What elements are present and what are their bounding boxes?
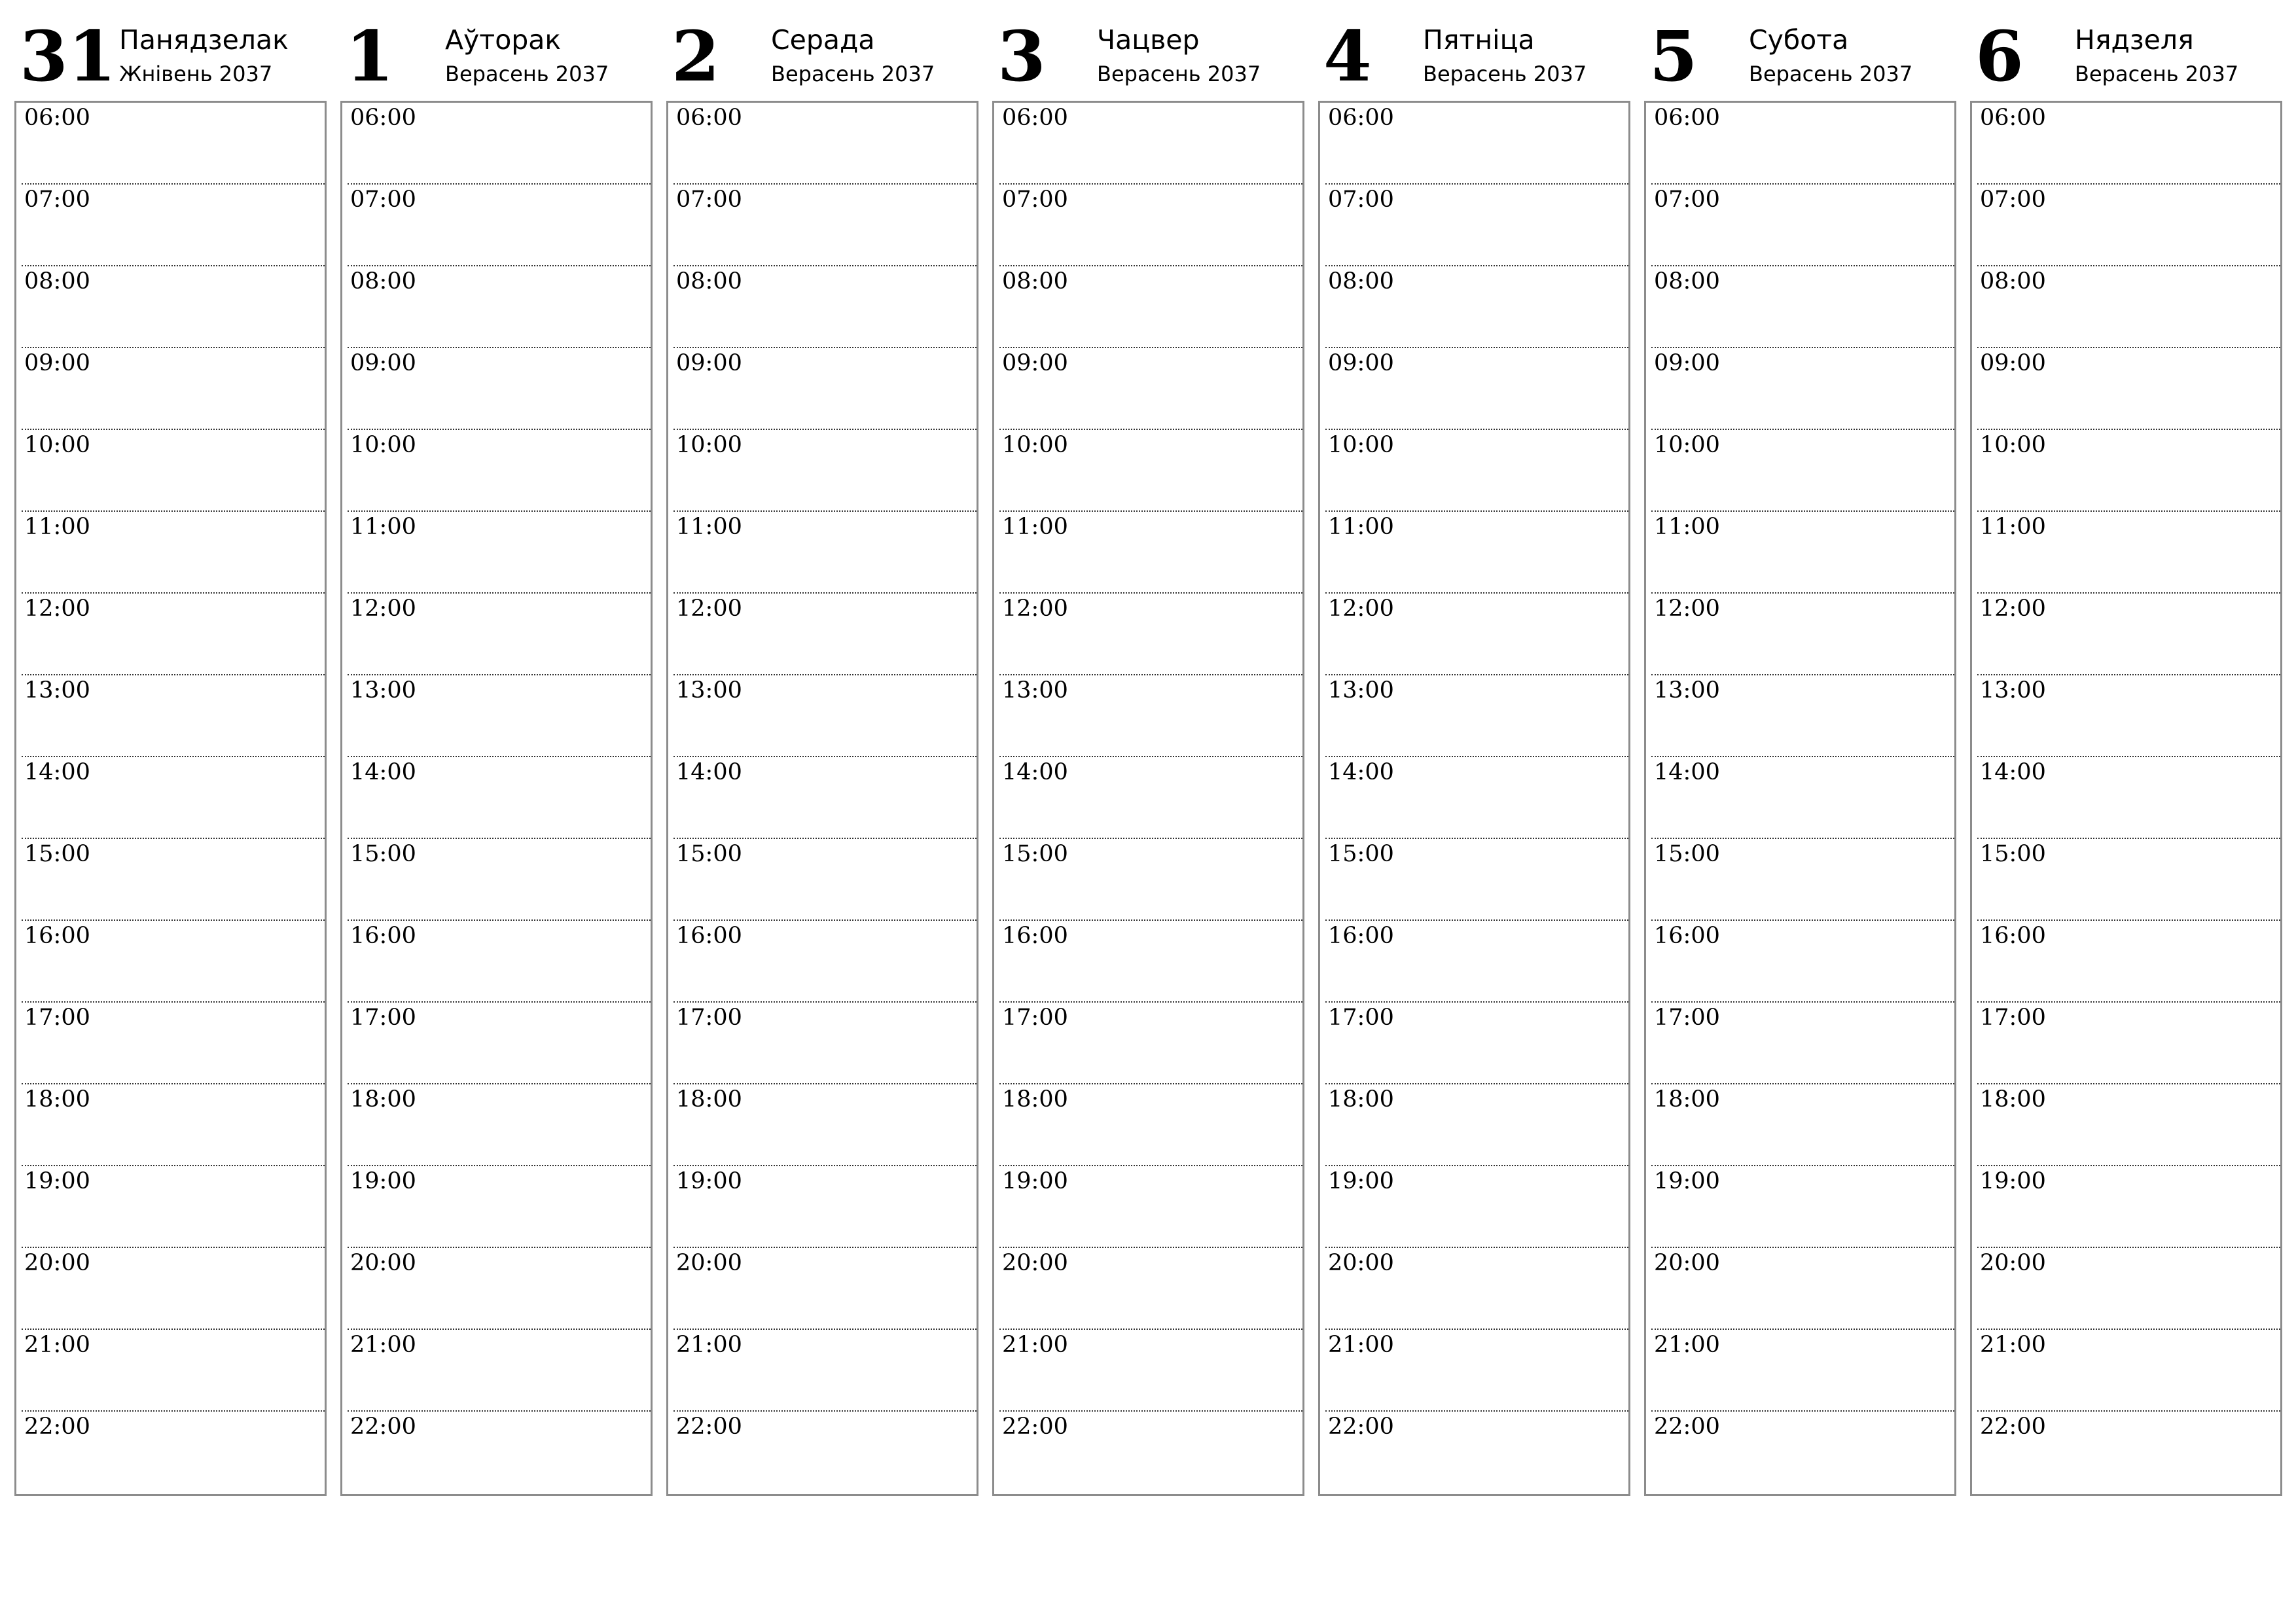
hour-label: 10:00 <box>24 432 90 458</box>
hour-label: 06:00 <box>1328 105 1394 131</box>
hour-slot[interactable] <box>673 1248 977 1330</box>
hour-label: 22:00 <box>1654 1414 1720 1440</box>
hour-slot[interactable] <box>999 1166 1302 1248</box>
hour-label: 14:00 <box>1980 759 2046 785</box>
hour-slot[interactable] <box>348 266 651 348</box>
hour-slot[interactable] <box>1977 103 2280 185</box>
hour-label: 22:00 <box>1980 1414 2046 1440</box>
hour-label: 14:00 <box>24 759 90 785</box>
hour-label: 15:00 <box>1328 841 1394 867</box>
hour-slot[interactable] <box>1651 1003 1954 1084</box>
weekly-planner <box>14 0 2283 1505</box>
hour-label: 21:00 <box>676 1332 742 1358</box>
day-name: Панядзелак <box>119 24 289 56</box>
day-schedule-box <box>14 101 327 1496</box>
hour-label: 14:00 <box>1002 759 1068 785</box>
hour-label: 21:00 <box>350 1332 416 1358</box>
hour-slot[interactable] <box>999 1003 1302 1084</box>
hour-label: 16:00 <box>1002 923 1068 949</box>
hour-label: 13:00 <box>1980 677 2046 704</box>
day-header <box>1644 0 1956 101</box>
hour-label: 08:00 <box>1980 268 2046 294</box>
hour-label: 10:00 <box>350 432 416 458</box>
hour-label: 12:00 <box>350 596 416 622</box>
hour-label: 08:00 <box>676 268 742 294</box>
day-name: Субота <box>1749 24 1849 56</box>
hour-label: 09:00 <box>350 350 416 376</box>
hour-label: 21:00 <box>1654 1332 1720 1358</box>
hour-slot[interactable] <box>1651 921 1954 1003</box>
hour-slot[interactable] <box>673 1330 977 1412</box>
hour-slot[interactable] <box>22 1166 325 1248</box>
hour-label: 12:00 <box>1654 596 1720 622</box>
day-month-year: Верасень 2037 <box>771 62 935 86</box>
hour-slot[interactable] <box>673 430 977 512</box>
hour-label: 11:00 <box>24 514 90 540</box>
hour-slot[interactable] <box>1977 512 2280 594</box>
hour-slot[interactable] <box>348 757 651 839</box>
hour-label: 19:00 <box>1654 1168 1720 1194</box>
hour-slot[interactable] <box>1651 1166 1954 1248</box>
hour-label: 16:00 <box>1654 923 1720 949</box>
hour-label: 21:00 <box>1002 1332 1068 1358</box>
hour-label: 19:00 <box>1002 1168 1068 1194</box>
hour-slot[interactable] <box>22 594 325 675</box>
day-header <box>340 0 653 101</box>
hour-slot[interactable] <box>348 430 651 512</box>
hour-slot[interactable] <box>348 185 651 266</box>
day-schedule-box <box>992 101 1304 1496</box>
hour-label: 13:00 <box>1654 677 1720 704</box>
hour-label: 06:00 <box>1654 105 1720 131</box>
hour-label: 15:00 <box>24 841 90 867</box>
day-schedule-box <box>340 101 653 1496</box>
day-header <box>1318 0 1630 101</box>
day-month-year: Верасень 2037 <box>1423 62 1587 86</box>
hour-slot[interactable] <box>1651 103 1954 185</box>
hour-label: 21:00 <box>1980 1332 2046 1358</box>
hour-slot[interactable] <box>22 185 325 266</box>
hour-label: 13:00 <box>350 677 416 704</box>
hour-label: 07:00 <box>676 187 742 213</box>
hour-label: 06:00 <box>1980 105 2046 131</box>
hour-label: 11:00 <box>1980 514 2046 540</box>
day-month-year: Верасень 2037 <box>445 62 609 86</box>
day-name: Нядзеля <box>2075 24 2194 56</box>
hour-slot[interactable] <box>1977 1084 2280 1166</box>
hour-slot[interactable] <box>348 1412 651 1493</box>
hour-slot[interactable] <box>348 1166 651 1248</box>
hour-label: 15:00 <box>1002 841 1068 867</box>
hour-label: 08:00 <box>350 268 416 294</box>
hour-slot[interactable] <box>673 1084 977 1166</box>
hour-slot[interactable] <box>1977 185 2280 266</box>
hour-slot[interactable] <box>1325 1084 1628 1166</box>
hour-label: 17:00 <box>1980 1005 2046 1031</box>
day-number: 5 <box>1649 15 1698 97</box>
hour-slot[interactable] <box>673 185 977 266</box>
hour-label: 10:00 <box>676 432 742 458</box>
day-month-year: Верасень 2037 <box>1097 62 1261 86</box>
hour-slot[interactable] <box>999 1248 1302 1330</box>
hour-slot[interactable] <box>1977 1330 2280 1412</box>
hour-label: 15:00 <box>676 841 742 867</box>
hour-label: 08:00 <box>1002 268 1068 294</box>
hour-slot[interactable] <box>22 1084 325 1166</box>
hour-slot[interactable] <box>22 103 325 185</box>
day-schedule-box <box>1644 101 1956 1496</box>
hour-slot[interactable] <box>1977 430 2280 512</box>
hour-slot[interactable] <box>999 103 1302 185</box>
day-month-year: Жнівень 2037 <box>119 62 273 86</box>
hour-slot[interactable] <box>1977 266 2280 348</box>
hour-slot[interactable] <box>1651 757 1954 839</box>
hour-label: 09:00 <box>24 350 90 376</box>
hour-label: 10:00 <box>1002 432 1068 458</box>
hour-label: 07:00 <box>24 187 90 213</box>
day-month-year: Верасень 2037 <box>1749 62 1913 86</box>
hour-slot[interactable] <box>673 1412 977 1493</box>
hour-slot[interactable] <box>1325 594 1628 675</box>
day-number: 4 <box>1323 15 1372 97</box>
hour-slot[interactable] <box>348 103 651 185</box>
hour-label: 11:00 <box>350 514 416 540</box>
hour-slot[interactable] <box>1651 185 1954 266</box>
hour-label: 20:00 <box>1980 1250 2046 1276</box>
hour-label: 17:00 <box>350 1005 416 1031</box>
hour-slot[interactable] <box>1325 1330 1628 1412</box>
hour-slot[interactable] <box>673 757 977 839</box>
hour-label: 11:00 <box>1654 514 1720 540</box>
hour-slot[interactable] <box>348 348 651 430</box>
hour-label: 18:00 <box>1980 1086 2046 1113</box>
hour-label: 15:00 <box>350 841 416 867</box>
hour-label: 12:00 <box>676 596 742 622</box>
hour-label: 18:00 <box>350 1086 416 1113</box>
hour-label: 14:00 <box>676 759 742 785</box>
hour-label: 15:00 <box>1980 841 2046 867</box>
hour-label: 09:00 <box>1654 350 1720 376</box>
day-column <box>1970 0 2282 1505</box>
hour-slot[interactable] <box>22 675 325 757</box>
hour-slot[interactable] <box>1977 839 2280 921</box>
hour-label: 14:00 <box>1654 759 1720 785</box>
day-schedule-box <box>1318 101 1630 1496</box>
day-month-year: Верасень 2037 <box>2075 62 2239 86</box>
hour-label: 20:00 <box>1654 1250 1720 1276</box>
hour-label: 11:00 <box>1002 514 1068 540</box>
hour-label: 17:00 <box>1002 1005 1068 1031</box>
hour-slot[interactable] <box>999 185 1302 266</box>
hour-slot[interactable] <box>1325 430 1628 512</box>
hour-label: 12:00 <box>24 596 90 622</box>
hour-slot[interactable] <box>1651 430 1954 512</box>
hour-label: 09:00 <box>1980 350 2046 376</box>
day-number: 1 <box>346 15 394 97</box>
hour-slot[interactable] <box>673 266 977 348</box>
hour-label: 19:00 <box>676 1168 742 1194</box>
hour-label: 20:00 <box>24 1250 90 1276</box>
hour-slot[interactable] <box>22 1003 325 1084</box>
hour-label: 11:00 <box>1328 514 1394 540</box>
hour-slot[interactable] <box>1651 348 1954 430</box>
hour-slot[interactable] <box>1325 103 1628 185</box>
hour-slot[interactable] <box>1325 757 1628 839</box>
hour-slot[interactable] <box>1977 348 2280 430</box>
hour-label: 17:00 <box>1654 1005 1720 1031</box>
hour-label: 07:00 <box>1002 187 1068 213</box>
hour-label: 08:00 <box>1328 268 1394 294</box>
hour-slot[interactable] <box>999 1084 1302 1166</box>
day-header <box>992 0 1304 101</box>
hour-label: 06:00 <box>1002 105 1068 131</box>
hour-slot[interactable] <box>1651 512 1954 594</box>
hour-label: 20:00 <box>1002 1250 1068 1276</box>
day-column <box>14 0 327 1505</box>
hour-label: 06:00 <box>676 105 742 131</box>
hour-label: 22:00 <box>1328 1414 1394 1440</box>
hour-label: 07:00 <box>1328 187 1394 213</box>
day-number: 31 <box>20 15 117 97</box>
hour-slot[interactable] <box>1325 512 1628 594</box>
hour-slot[interactable] <box>999 594 1302 675</box>
hour-slot[interactable] <box>1325 266 1628 348</box>
hour-slot[interactable] <box>1977 1003 2280 1084</box>
hour-slot[interactable] <box>1977 1412 2280 1493</box>
hour-slot[interactable] <box>999 430 1302 512</box>
hour-slot[interactable] <box>22 1248 325 1330</box>
hour-label: 09:00 <box>1328 350 1394 376</box>
hour-label: 10:00 <box>1328 432 1394 458</box>
day-name: Серада <box>771 24 875 56</box>
hour-slot[interactable] <box>999 921 1302 1003</box>
hour-slot[interactable] <box>1651 675 1954 757</box>
hour-slot[interactable] <box>673 512 977 594</box>
hour-slot[interactable] <box>673 348 977 430</box>
hour-slot[interactable] <box>1325 348 1628 430</box>
hour-slot[interactable] <box>1977 1248 2280 1330</box>
hour-label: 18:00 <box>676 1086 742 1113</box>
hour-slot[interactable] <box>999 757 1302 839</box>
hour-label: 13:00 <box>676 677 742 704</box>
day-number: 2 <box>672 15 720 97</box>
hour-slot[interactable] <box>999 266 1302 348</box>
hour-label: 16:00 <box>1980 923 2046 949</box>
hour-slot[interactable] <box>22 1412 325 1493</box>
hour-label: 20:00 <box>350 1250 416 1276</box>
hour-slot[interactable] <box>22 512 325 594</box>
hour-label: 20:00 <box>1328 1250 1394 1276</box>
hour-label: 19:00 <box>1328 1168 1394 1194</box>
hour-label: 06:00 <box>24 105 90 131</box>
hour-label: 19:00 <box>1980 1168 2046 1194</box>
hour-slot[interactable] <box>348 512 651 594</box>
hour-slot[interactable] <box>1651 839 1954 921</box>
day-name: Чацвер <box>1097 24 1200 56</box>
hour-slot[interactable] <box>673 103 977 185</box>
day-header <box>1970 0 2282 101</box>
hour-slot[interactable] <box>348 839 651 921</box>
hour-slot[interactable] <box>348 675 651 757</box>
hour-label: 13:00 <box>1002 677 1068 704</box>
hour-label: 14:00 <box>1328 759 1394 785</box>
hour-label: 16:00 <box>24 923 90 949</box>
day-schedule-box <box>666 101 978 1496</box>
hour-label: 22:00 <box>676 1414 742 1440</box>
hour-slot[interactable] <box>1325 185 1628 266</box>
day-number: 6 <box>1975 15 2024 97</box>
hour-label: 15:00 <box>1654 841 1720 867</box>
hour-slot[interactable] <box>348 594 651 675</box>
hour-slot[interactable] <box>673 1166 977 1248</box>
hour-label: 09:00 <box>1002 350 1068 376</box>
hour-slot[interactable] <box>999 839 1302 921</box>
hour-slot[interactable] <box>1977 921 2280 1003</box>
hour-slot[interactable] <box>1651 1084 1954 1166</box>
hour-label: 12:00 <box>1980 596 2046 622</box>
hour-slot[interactable] <box>348 1003 651 1084</box>
hour-slot[interactable] <box>1651 1330 1954 1412</box>
hour-slot[interactable] <box>673 675 977 757</box>
hour-slot[interactable] <box>22 266 325 348</box>
hour-label: 22:00 <box>1002 1414 1068 1440</box>
hour-slot[interactable] <box>673 921 977 1003</box>
hour-label: 19:00 <box>350 1168 416 1194</box>
hour-slot[interactable] <box>999 675 1302 757</box>
hour-label: 11:00 <box>676 514 742 540</box>
hour-label: 18:00 <box>24 1086 90 1113</box>
hour-label: 08:00 <box>1654 268 1720 294</box>
hour-slot[interactable] <box>348 1248 651 1330</box>
hour-slot[interactable] <box>1977 757 2280 839</box>
hour-label: 18:00 <box>1654 1086 1720 1113</box>
hour-slot[interactable] <box>22 921 325 1003</box>
hour-label: 19:00 <box>24 1168 90 1194</box>
hour-label: 17:00 <box>24 1005 90 1031</box>
hour-label: 18:00 <box>1002 1086 1068 1113</box>
hour-slot[interactable] <box>1325 839 1628 921</box>
day-column <box>1318 0 1630 1505</box>
hour-slot[interactable] <box>22 348 325 430</box>
hour-slot[interactable] <box>22 839 325 921</box>
day-column <box>340 0 653 1505</box>
hour-label: 12:00 <box>1328 596 1394 622</box>
hour-slot[interactable] <box>1977 594 2280 675</box>
hour-label: 10:00 <box>1654 432 1720 458</box>
hour-label: 18:00 <box>1328 1086 1394 1113</box>
hour-label: 09:00 <box>676 350 742 376</box>
hour-label: 20:00 <box>676 1250 742 1276</box>
hour-slot[interactable] <box>348 921 651 1003</box>
hour-slot[interactable] <box>22 757 325 839</box>
day-header <box>666 0 978 101</box>
day-name: Пятніца <box>1423 24 1535 56</box>
hour-slot[interactable] <box>1651 1248 1954 1330</box>
hour-slot[interactable] <box>673 1003 977 1084</box>
hour-label: 22:00 <box>350 1414 416 1440</box>
hour-slot[interactable] <box>999 348 1302 430</box>
hour-label: 16:00 <box>350 923 416 949</box>
hour-label: 10:00 <box>1980 432 2046 458</box>
hour-label: 08:00 <box>24 268 90 294</box>
hour-label: 17:00 <box>676 1005 742 1031</box>
day-header <box>14 0 327 101</box>
hour-label: 21:00 <box>1328 1332 1394 1358</box>
hour-slot[interactable] <box>1325 675 1628 757</box>
hour-label: 07:00 <box>1980 187 2046 213</box>
hour-label: 06:00 <box>350 105 416 131</box>
hour-label: 13:00 <box>1328 677 1394 704</box>
hour-label: 17:00 <box>1328 1005 1394 1031</box>
hour-label: 16:00 <box>676 923 742 949</box>
hour-slot[interactable] <box>1325 1003 1628 1084</box>
hour-slot[interactable] <box>1325 921 1628 1003</box>
day-column <box>1644 0 1956 1505</box>
hour-slot[interactable] <box>348 1084 651 1166</box>
hour-slot[interactable] <box>1977 1166 2280 1248</box>
hour-slot[interactable] <box>1325 1166 1628 1248</box>
hour-label: 21:00 <box>24 1332 90 1358</box>
day-number: 3 <box>997 15 1046 97</box>
hour-slot[interactable] <box>673 839 977 921</box>
hour-slot[interactable] <box>348 1330 651 1412</box>
day-column <box>666 0 978 1505</box>
hour-slot[interactable] <box>673 594 977 675</box>
hour-slot[interactable] <box>999 1412 1302 1493</box>
day-name: Аўторак <box>445 24 562 56</box>
hour-slot[interactable] <box>1325 1412 1628 1493</box>
hour-slot[interactable] <box>1651 266 1954 348</box>
hour-slot[interactable] <box>1325 1248 1628 1330</box>
hour-label: 13:00 <box>24 677 90 704</box>
hour-slot[interactable] <box>1651 594 1954 675</box>
day-column <box>992 0 1304 1505</box>
hour-label: 12:00 <box>1002 596 1068 622</box>
hour-slot[interactable] <box>999 512 1302 594</box>
hour-label: 07:00 <box>350 187 416 213</box>
hour-label: 22:00 <box>24 1414 90 1440</box>
hour-label: 16:00 <box>1328 923 1394 949</box>
hour-slot[interactable] <box>999 1330 1302 1412</box>
hour-label: 14:00 <box>350 759 416 785</box>
hour-slot[interactable] <box>22 1330 325 1412</box>
hour-slot[interactable] <box>22 430 325 512</box>
hour-slot[interactable] <box>1977 675 2280 757</box>
day-schedule-box <box>1970 101 2282 1496</box>
hour-label: 07:00 <box>1654 187 1720 213</box>
hour-slot[interactable] <box>1651 1412 1954 1493</box>
